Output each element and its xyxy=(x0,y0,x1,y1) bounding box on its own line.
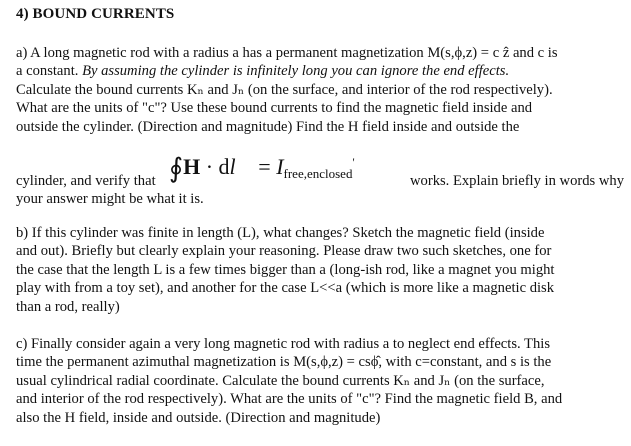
part-b-line-2: and out). Briefly but clearly explain your reasoning. Please draw two such sketches, one for xyxy=(16,243,552,260)
part-a-line-6: cylinder, and verify that xyxy=(16,173,156,189)
part-c-line-2: time the permanent azimuthal magnetization is M(s,ϕ,z) = csϕ̂, with c=constant, and s is the xyxy=(16,354,552,371)
part-a-line-2-italic: By assuming the cylinder is infinitely long you can ignore the end effects. xyxy=(82,63,510,80)
equation-i-symbol: I xyxy=(276,154,284,179)
part-b-paragraph xyxy=(16,224,626,316)
part-a-line-3: Calculate the bound currents Kₙ and Jₙ (on the surface, and interior of the rod respectively). xyxy=(16,81,553,98)
amperes-law-equation xyxy=(169,150,355,190)
part-c-line-4: and interior of the rod respectively). What are the units of "c"? Find the magnetic field B, and xyxy=(16,391,563,408)
part-a-line-1: a) A long magnetic rod with a radius a has a permanent magnetization M(s,ϕ,z) = c ẑ and c is xyxy=(16,45,558,61)
amperes-law-row xyxy=(16,150,631,208)
part-a-line-4: What are the units of "c"? Use these bound currents to find the magnetic field inside and xyxy=(16,100,533,117)
part-a-line-6-right: works. Explain briefly in words why xyxy=(410,173,625,189)
equation-equals: = xyxy=(252,154,277,179)
part-a-line-2-text: a constant. xyxy=(16,63,83,80)
part-b-line-4: play with from a toy set), and another for the case L<<a (which is more like a magnetic disk xyxy=(16,280,555,297)
part-a-line-5: outside the cylinder. (Direction and magnitude) Find the H field inside and outside the xyxy=(16,118,520,135)
part-a-line-2 xyxy=(16,62,626,80)
equation-h-symbol: H xyxy=(183,154,201,179)
part-c-line-1: c) Finally consider again a very long magnetic rod with radius a to neglect end effects. This xyxy=(16,336,550,352)
part-c-paragraph xyxy=(16,335,626,427)
part-b-line-5: than a rod, really) xyxy=(16,298,120,315)
part-a-line-7: your answer might be what it is. xyxy=(16,191,204,207)
part-c-line-3: usual cylindrical radial coordinate. Calculate the bound currents Kₙ and Jₙ (on the surface, xyxy=(16,372,545,389)
equation-dot-d: · d xyxy=(200,154,230,179)
part-c-line-5: also the H field, inside and outside. (Direction and magnitude) xyxy=(16,409,381,426)
part-a-paragraph xyxy=(16,44,626,136)
contour-integral-symbol: ∮ xyxy=(169,153,184,183)
part-b-line-1: b) If this cylinder was finite in length (L), what changes? Sketch the magnetic field (inside xyxy=(16,225,545,241)
equation-subscript: free,enclosed xyxy=(283,166,353,182)
part-b-line-3: the case that the length L is a few times bigger than a (long-ish rod, like a magnet you might xyxy=(16,261,555,278)
equation-l-vector: l⃗ xyxy=(229,154,253,179)
problem-heading: 4) BOUND CURRENTS xyxy=(16,6,175,22)
equation-tick: ' xyxy=(352,155,355,169)
